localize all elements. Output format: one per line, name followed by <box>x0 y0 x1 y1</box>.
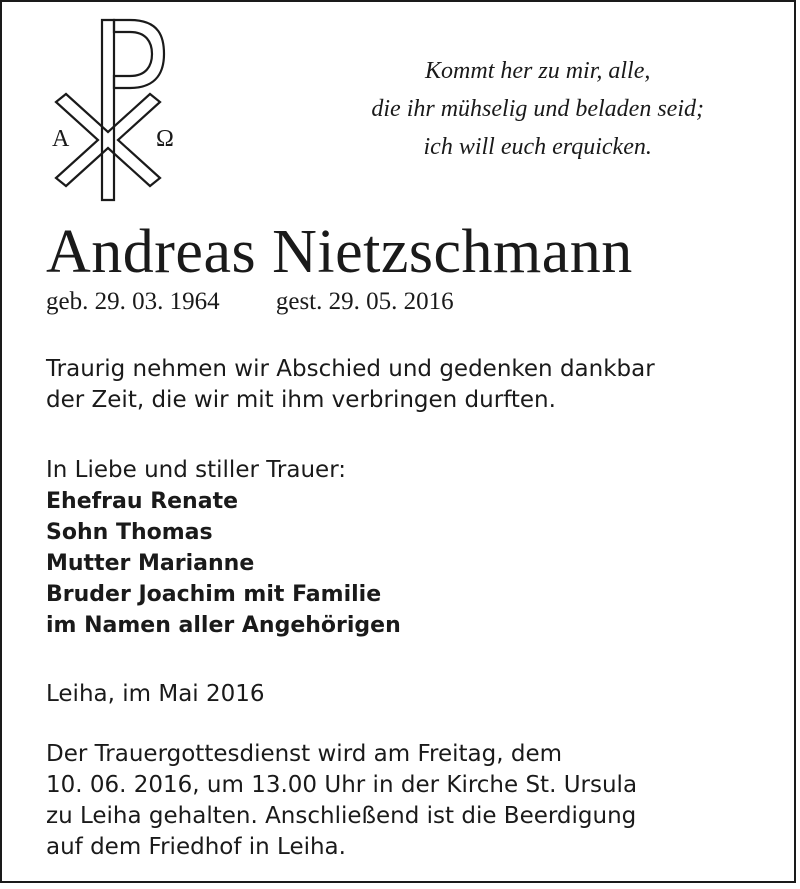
mourning-intro: In Liebe und stiller Trauer: <box>46 457 346 483</box>
mourner-item: im Namen aller Angehörigen <box>46 613 401 638</box>
verse-line: Kommt her zu mir, alle, <box>425 58 651 84</box>
verse-line: ich will euch erquicken. <box>423 134 652 160</box>
service-line: zu Leiha gehalten. Anschließend ist die Beerdigung <box>46 803 637 829</box>
service-line: 10. 06. 2016, um 13.00 Uhr in der Kirche St. Ursula <box>46 772 638 798</box>
deceased-name: Andreas Nietzschmann <box>46 218 633 286</box>
death-date: gest. 29. 05. 2016 <box>275 288 454 315</box>
mourners-list <box>46 486 401 641</box>
verse-line: die ihr mühselig und beladen seid; <box>371 96 704 122</box>
mourner-item: Sohn Thomas <box>46 520 213 545</box>
farewell-line: Traurig nehmen wir Abschied und gedenken dankbar <box>46 356 655 382</box>
alpha-letter: A <box>52 126 70 152</box>
chi-rho-icon <box>38 14 198 204</box>
farewell-text <box>46 354 655 416</box>
service-info <box>46 739 637 863</box>
life-dates <box>46 285 454 319</box>
omega-letter: Ω <box>156 126 174 152</box>
service-line: Der Trauergottesdienst wird am Freitag, dem <box>46 741 563 767</box>
bible-verse <box>371 52 704 166</box>
mourner-item: Bruder Joachim mit Familie <box>46 582 382 607</box>
mourner-item: Ehefrau Renate <box>46 489 239 514</box>
birth-date: geb. 29. 03. 1964 <box>46 288 220 315</box>
farewell-line: der Zeit, die wir mit ihm verbringen durften. <box>46 387 556 413</box>
mourner-item: Mutter Marianne <box>46 551 255 576</box>
service-line: auf dem Friedhof in Leiha. <box>46 834 346 860</box>
place-date: Leiha, im Mai 2016 <box>46 681 265 707</box>
